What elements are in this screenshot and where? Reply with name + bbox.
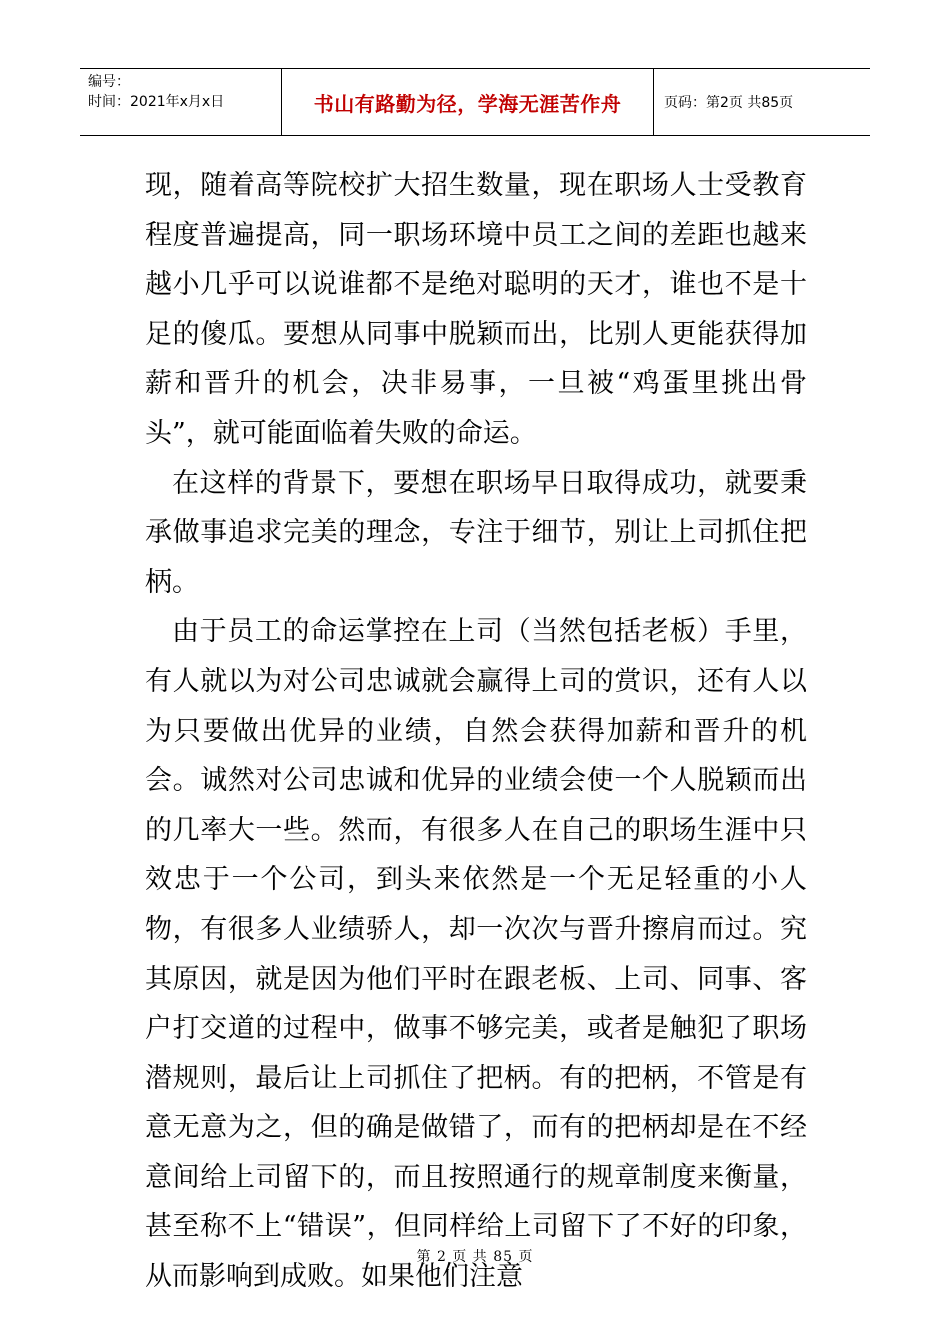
document-body [145,161,807,1302]
header-page-info: 页码：第2页 共85页 [664,95,794,111]
document-time-label: 时间：2021年x月x日 [88,94,225,110]
header-page-cell [654,69,870,135]
document-number-label: 编号： [88,74,130,90]
header-meta-cell [80,69,282,135]
page-footer: 第 2 页 共 85 页 [416,1249,534,1265]
header-table [80,68,870,136]
paragraph: 在这样的背景下，要想在职场早日取得成功，就要秉承做事追求完美的理念，专注于细节，别让上司抓住把柄。 [145,467,807,598]
paragraph: 由于员工的命运掌控在上司（当然包括老板）手里，有人就以为对公司忠诚就会赢得上司的赏识，还有人以为只要做出优异的业绩，自然会获得加薪和晋升的机会。诚然对公司忠诚和优异的业绩会使一个人脱颖而出的几率大一些。然而，有很多人在自己的职场生涯中只效忠于一个公司，到头来依然是一个无足轻重的小人物，有很多人业绩骄人，却一次次与晋升擦肩而过。究其原因，就是因为他们平时在跟老板、上司、同事、客户打交道的过程中，做事不够完美，或者是触犯了职场潜规则，最后让上司抓住了把柄。有的把柄，不管是有意无意为之，但的确是做错了，而有的把柄却是在不经意间给上司留下的，而且按照通行的规章制度来衡量，甚至称不上“错误”，但同样给上司留下了不好的印象，从而影响到成败。如果他们注意 [145,616,807,1293]
header-motto: 书山有路勤为径，学海无涯苦作舟 [313,91,622,116]
header-motto-cell [282,69,654,135]
paragraph-continued: 现，随着高等院校扩大招生数量，现在职场人士受教育程度普遍提高，同一职场环境中员工之间的差距也越来越小几乎可以说谁都不是绝对聪明的天才，谁也不是十足的傻瓜。要想从同事中脱颖而出，比别人更能获得加薪和晋升的机会，决非易事，一旦被“鸡蛋里挑出骨头”，就可能面临着失败的命运。 [145,170,807,449]
